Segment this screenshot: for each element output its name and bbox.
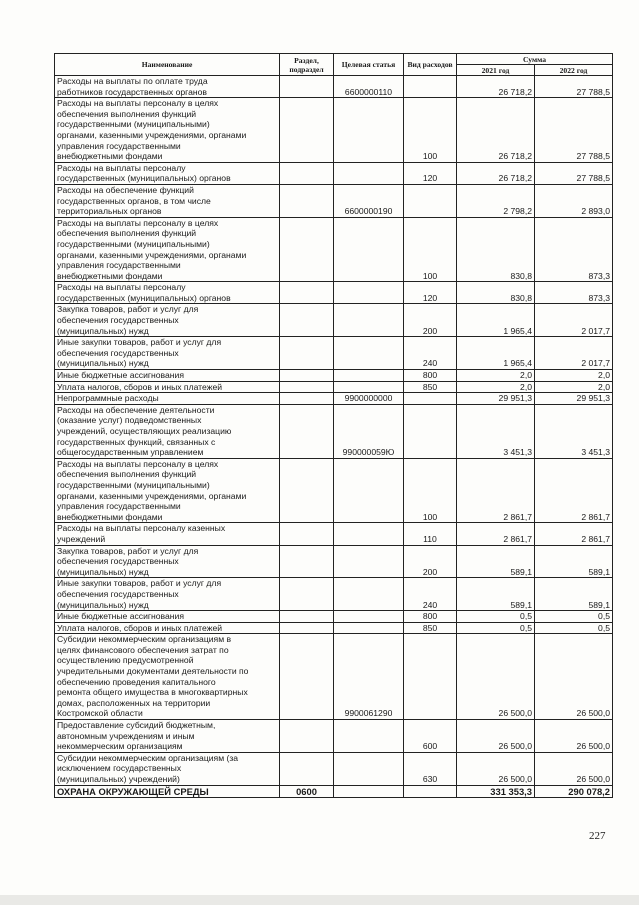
header-year-2022: 2022 год xyxy=(535,65,613,76)
cell-section xyxy=(280,545,334,578)
cell-type: 240 xyxy=(404,578,457,611)
cell-target: 9900000000 xyxy=(334,393,404,405)
cell-target xyxy=(334,162,404,184)
cell-2022: 26 500,0 xyxy=(535,634,613,720)
cell-name: Закупка товаров, работ и услуг для обеспечения государственных (муниципальных) нужд xyxy=(55,304,280,337)
cell-name: Субсидии некоммерческим организациям (за исключением государственных (муниципальных) учреждений) xyxy=(55,752,280,785)
cell-section xyxy=(280,370,334,382)
cell-2021: 29 951,3 xyxy=(457,393,535,405)
cell-type: 800 xyxy=(404,611,457,623)
cell-name: Уплата налогов, сборов и иных платежей xyxy=(55,381,280,393)
cell-2021: 2 861,7 xyxy=(457,458,535,523)
table-row xyxy=(55,393,613,405)
table-row xyxy=(55,282,613,304)
cell-2022: 2 017,7 xyxy=(535,304,613,337)
cell-target xyxy=(334,720,404,753)
cell-name: Предоставление субсидий бюджетным, автономным учреждениям и иным некоммерческим организациям xyxy=(55,720,280,753)
cell-name: Уплата налогов, сборов и иных платежей xyxy=(55,622,280,634)
cell-section xyxy=(280,622,334,634)
table-row xyxy=(55,370,613,382)
cell-name: Расходы на обеспечение деятельности (оказание услуг) подведомственных учреждений, осуществляющих реализацию государственных функций, связанных с общегосударственным управлением xyxy=(55,404,280,458)
cell-2022: 27 788,5 xyxy=(535,162,613,184)
cell-target xyxy=(334,98,404,163)
cell-type: 850 xyxy=(404,622,457,634)
total-target xyxy=(334,785,404,797)
cell-target xyxy=(334,282,404,304)
cell-section xyxy=(280,381,334,393)
table-row xyxy=(55,184,613,217)
cell-2022: 2 861,7 xyxy=(535,458,613,523)
cell-type: 850 xyxy=(404,381,457,393)
cell-section xyxy=(280,162,334,184)
cell-type: 120 xyxy=(404,162,457,184)
cell-type xyxy=(404,404,457,458)
total-2021: 331 353,3 xyxy=(457,785,535,797)
cell-section xyxy=(280,184,334,217)
cell-name: Расходы на выплаты персоналу в целях обеспечения выполнения функций государственными (муниципальными) органами, казенными учреждениями, органами управления государственными внебюджетными фондами xyxy=(55,98,280,163)
cell-2022: 29 951,3 xyxy=(535,393,613,405)
cell-name: Расходы на выплаты по оплате труда работников государственных органов xyxy=(55,76,280,98)
budget-sheet xyxy=(54,53,613,798)
cell-name: Расходы на выплаты персоналу государственных (муниципальных) органов xyxy=(55,162,280,184)
cell-2022: 3 451,3 xyxy=(535,404,613,458)
cell-section xyxy=(280,523,334,545)
cell-target xyxy=(334,217,404,282)
cell-target: 990000059Ю xyxy=(334,404,404,458)
cell-target: 9900061290 xyxy=(334,634,404,720)
total-row xyxy=(55,785,613,797)
header-type: Вид расходов xyxy=(404,54,457,76)
cell-2021: 1 965,4 xyxy=(457,337,535,370)
cell-name: Субсидии некоммерческим организациям в целях финансового обеспечения затрат по осуществлению предусмотренной учредительными документами деятельности по обеспечению проведения капитального ремонта общего имущества в многоквартирных домах, расположенных на территории Костромской области xyxy=(55,634,280,720)
cell-type: 100 xyxy=(404,458,457,523)
cell-type: 240 xyxy=(404,337,457,370)
table-row xyxy=(55,404,613,458)
cell-name: Расходы на обеспечение функций государственных органов, в том числе территориальных органов xyxy=(55,184,280,217)
cell-name: Иные закупки товаров, работ и услуг для обеспечения государственных (муниципальных) нужд xyxy=(55,578,280,611)
cell-section xyxy=(280,76,334,98)
cell-target xyxy=(334,304,404,337)
table-row xyxy=(55,98,613,163)
cell-section xyxy=(280,634,334,720)
cell-section xyxy=(280,337,334,370)
cell-2022: 2 017,7 xyxy=(535,337,613,370)
cell-section xyxy=(280,404,334,458)
cell-2021: 0,5 xyxy=(457,622,535,634)
table-row xyxy=(55,611,613,623)
cell-section xyxy=(280,98,334,163)
table-row xyxy=(55,458,613,523)
cell-2022: 27 788,5 xyxy=(535,98,613,163)
cell-section xyxy=(280,752,334,785)
cell-2021: 589,1 xyxy=(457,578,535,611)
cell-target: 6600000190 xyxy=(334,184,404,217)
table-row xyxy=(55,622,613,634)
total-name: ОХРАНА ОКРУЖАЮЩЕЙ СРЕДЫ xyxy=(55,785,280,797)
cell-section xyxy=(280,720,334,753)
table-row xyxy=(55,337,613,370)
cell-type: 200 xyxy=(404,304,457,337)
cell-section xyxy=(280,282,334,304)
cell-type xyxy=(404,634,457,720)
cell-2021: 830,8 xyxy=(457,217,535,282)
cell-2022: 27 788,5 xyxy=(535,76,613,98)
cell-2021: 830,8 xyxy=(457,282,535,304)
cell-target xyxy=(334,578,404,611)
table-row xyxy=(55,76,613,98)
cell-section xyxy=(280,458,334,523)
cell-2022: 873,3 xyxy=(535,282,613,304)
header-sum: Сумма xyxy=(457,54,613,65)
cell-2022: 2 861,7 xyxy=(535,523,613,545)
cell-2021: 26 500,0 xyxy=(457,634,535,720)
table-row xyxy=(55,578,613,611)
cell-2021: 2 861,7 xyxy=(457,523,535,545)
cell-name: Закупка товаров, работ и услуг для обеспечения государственных (муниципальных) нужд xyxy=(55,545,280,578)
cell-name: Расходы на выплаты персоналу в целях обеспечения выполнения функций государственными (муниципальными) органами, казенными учреждениями, органами управления государственными внебюджетными фондами xyxy=(55,217,280,282)
budget-table xyxy=(54,53,613,798)
cell-2021: 26 718,2 xyxy=(457,98,535,163)
cell-2021: 3 451,3 xyxy=(457,404,535,458)
total-type xyxy=(404,785,457,797)
scan-edge xyxy=(0,895,639,905)
cell-2022: 589,1 xyxy=(535,545,613,578)
cell-2021: 26 718,2 xyxy=(457,76,535,98)
cell-type xyxy=(404,184,457,217)
cell-type: 110 xyxy=(404,523,457,545)
cell-2022: 0,5 xyxy=(535,611,613,623)
total-2022: 290 078,2 xyxy=(535,785,613,797)
cell-section xyxy=(280,611,334,623)
cell-name: Расходы на выплаты персоналу государственных (муниципальных) органов xyxy=(55,282,280,304)
table-row xyxy=(55,720,613,753)
cell-2021: 2,0 xyxy=(457,370,535,382)
cell-type xyxy=(404,76,457,98)
cell-name: Расходы на выплаты персоналу в целях обеспечения выполнения функций государственными (муниципальными) органами, казенными учреждениями, органами управления государственными внебюджетными фондами xyxy=(55,458,280,523)
cell-target xyxy=(334,622,404,634)
cell-2022: 26 500,0 xyxy=(535,720,613,753)
header-target: Целевая статья xyxy=(334,54,404,76)
cell-section xyxy=(280,217,334,282)
cell-type: 630 xyxy=(404,752,457,785)
cell-name: Иные закупки товаров, работ и услуг для обеспечения государственных (муниципальных) нужд xyxy=(55,337,280,370)
cell-2021: 26 500,0 xyxy=(457,752,535,785)
cell-target xyxy=(334,337,404,370)
table-row xyxy=(55,523,613,545)
cell-2021: 1 965,4 xyxy=(457,304,535,337)
cell-2022: 2 893,0 xyxy=(535,184,613,217)
cell-2021: 589,1 xyxy=(457,545,535,578)
cell-2022: 26 500,0 xyxy=(535,752,613,785)
table-row xyxy=(55,545,613,578)
header-year-2021: 2021 год xyxy=(457,65,535,76)
cell-name: Иные бюджетные ассигнования xyxy=(55,611,280,623)
cell-2022: 0,5 xyxy=(535,622,613,634)
cell-type: 100 xyxy=(404,98,457,163)
cell-2021: 2,0 xyxy=(457,381,535,393)
cell-2021: 26 500,0 xyxy=(457,720,535,753)
cell-2021: 2 798,2 xyxy=(457,184,535,217)
table-row xyxy=(55,381,613,393)
table-header xyxy=(55,54,613,76)
cell-target xyxy=(334,523,404,545)
cell-type: 600 xyxy=(404,720,457,753)
cell-type xyxy=(404,393,457,405)
cell-name: Иные бюджетные ассигнования xyxy=(55,370,280,382)
cell-2021: 26 718,2 xyxy=(457,162,535,184)
cell-target: 6600000110 xyxy=(334,76,404,98)
table-row xyxy=(55,634,613,720)
cell-target xyxy=(334,752,404,785)
page-number: 227 xyxy=(589,830,606,842)
cell-2021: 0,5 xyxy=(457,611,535,623)
cell-type: 100 xyxy=(404,217,457,282)
cell-name: Расходы на выплаты персоналу казенных учреждений xyxy=(55,523,280,545)
cell-type: 800 xyxy=(404,370,457,382)
cell-2022: 2,0 xyxy=(535,381,613,393)
table-row xyxy=(55,217,613,282)
cell-section xyxy=(280,304,334,337)
table-row xyxy=(55,304,613,337)
total-section: 0600 xyxy=(280,785,334,797)
table-row xyxy=(55,162,613,184)
cell-2022: 589,1 xyxy=(535,578,613,611)
cell-target xyxy=(334,611,404,623)
cell-type: 200 xyxy=(404,545,457,578)
header-name: Наименование xyxy=(55,54,280,76)
cell-type: 120 xyxy=(404,282,457,304)
table-body xyxy=(55,76,613,786)
cell-target xyxy=(334,458,404,523)
cell-section xyxy=(280,578,334,611)
cell-target xyxy=(334,545,404,578)
cell-2022: 2,0 xyxy=(535,370,613,382)
header-section: Раздел, подраздел xyxy=(280,54,334,76)
cell-name: Непрограммные расходы xyxy=(55,393,280,405)
cell-section xyxy=(280,393,334,405)
table-row xyxy=(55,752,613,785)
cell-target xyxy=(334,381,404,393)
cell-target xyxy=(334,370,404,382)
cell-2022: 873,3 xyxy=(535,217,613,282)
